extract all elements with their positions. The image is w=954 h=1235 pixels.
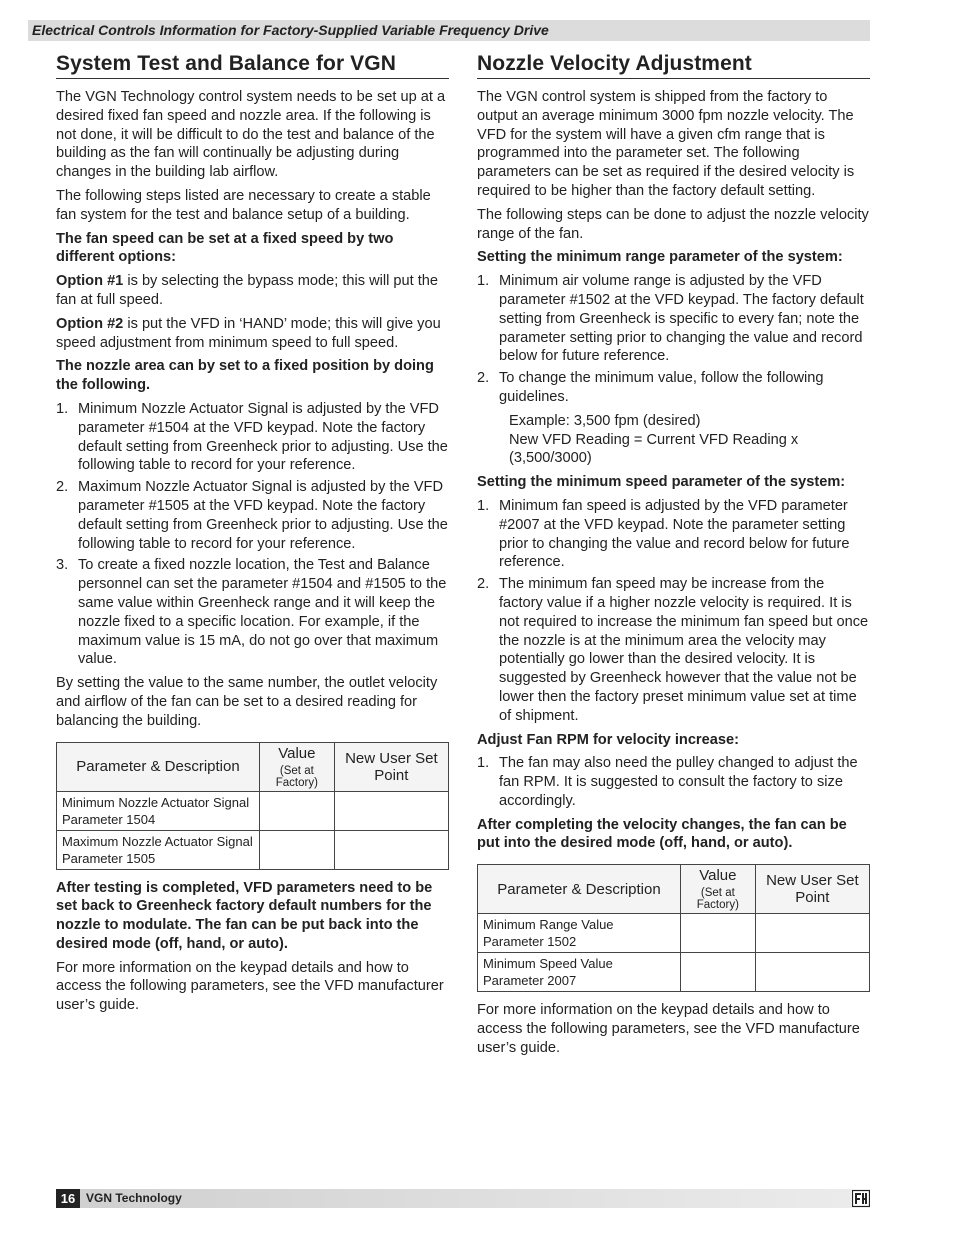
nozzle-steps-list	[56, 400, 449, 669]
velocity-parameter-table	[477, 864, 870, 992]
table-cell-description: Minimum Speed Value Parameter 2007	[478, 953, 681, 992]
list-item-text: The fan may also need the pulley changed to adjust the fan RPM. It is suggested to consult the factory to size accordingly.	[499, 755, 858, 809]
section-heading-test-balance: System Test and Balance for VGN	[56, 52, 449, 79]
subheading-fan-speed: The fan speed can be set at a fixed speed by two different options:	[56, 230, 394, 266]
list-item-number: 3.	[56, 557, 69, 574]
example-formula: New VFD Reading = Current VFD Reading x (3,500/3000)	[509, 431, 799, 467]
table-row	[478, 953, 870, 992]
table-cell-value[interactable]	[681, 953, 756, 992]
paragraph: By setting the value to the same number, the outlet velocity and airflow of the fan can be set to a desired reading for balancing the building.	[56, 675, 438, 729]
list-item-text: The minimum fan speed may be increase from the factory value if a higher nozzle velocity is required. It is not required to increase the minimum fan speed but once the nozzle is at the minimum area the velocity may potentially go lower than the desired velocity. It is suggested by Greenheck however that the value not be lower then the factory preset minimum value set at time of shipment.	[499, 576, 869, 724]
table-cell-setpoint[interactable]	[755, 914, 869, 953]
min-range-steps-list	[477, 272, 870, 407]
table-cell-value[interactable]	[681, 914, 756, 953]
table-cell-description: Minimum Nozzle Actuator Signal Parameter 1504	[57, 791, 260, 830]
value-header-label: Value	[699, 867, 737, 885]
list-item-number: 2.	[477, 370, 490, 387]
example-line: Example: 3,500 fpm (desired)	[509, 412, 701, 429]
table-cell-description: Minimum Range Value Parameter 1502	[478, 914, 681, 953]
list-item-number: 1.	[56, 400, 69, 417]
table-cell-setpoint[interactable]	[755, 953, 869, 992]
right-column	[477, 52, 870, 1063]
value-header-sub: (Set at Factory)	[275, 764, 318, 789]
left-column	[56, 52, 449, 1020]
option-1-paragraph	[56, 272, 449, 310]
subheading-min-speed: Setting the minimum speed parameter of the system:	[477, 474, 846, 491]
greenheck-logo-icon	[852, 1190, 870, 1207]
table-row	[57, 830, 449, 869]
example-block	[477, 412, 870, 468]
nozzle-parameter-table	[56, 742, 449, 870]
column-header-new-set-point: New User Set Point	[334, 742, 448, 791]
column-header-value	[260, 742, 335, 791]
page-footer	[56, 1189, 870, 1208]
list-item	[477, 575, 870, 725]
list-item	[477, 272, 870, 366]
subheading-fan-rpm: Adjust Fan RPM for velocity increase:	[477, 731, 739, 748]
table-cell-value[interactable]	[260, 791, 335, 830]
running-header	[28, 20, 870, 41]
list-item	[56, 556, 449, 669]
subheading-nozzle-area: The nozzle area can by set to a fixed position by doing the following.	[56, 358, 434, 394]
table-row	[478, 914, 870, 953]
footer-label: VGN Technology	[86, 1191, 182, 1205]
bold-note-after-testing: After testing is completed, VFD parameters need to be set back to Greenheck factory default numbers for the nozzle to modulate. The fan can be put back into the desired mode (off, hand, or auto).	[56, 879, 433, 952]
list-item	[56, 478, 449, 553]
min-speed-steps-list	[477, 497, 870, 726]
paragraph: The following steps listed are necessary to create a stable fan system for the test and balance setup of a building.	[56, 187, 431, 223]
table-row	[57, 791, 449, 830]
list-item-number: 2.	[477, 576, 490, 593]
list-item	[477, 754, 870, 810]
option-1-text: is by selecting the bypass mode; this will put the fan at full speed.	[56, 273, 439, 308]
list-item-number: 1.	[477, 497, 490, 514]
list-item-text: To create a fixed nozzle location, the Test and Balance personnel can set the parameter #1504 and #1505 to the same value within Greenheck range and it will keep the nozzle fixed to a specific location. For example, if the maximum value is 15 mA, do not go over that maximum value.	[78, 557, 447, 668]
list-item	[477, 369, 870, 407]
value-header-sub: (Set at Factory)	[696, 887, 739, 912]
list-item-number: 1.	[477, 273, 490, 290]
paragraph: For more information on the keypad details and how to access the following parameters, see the VFD manufacturer user’s guide.	[56, 959, 444, 1014]
table-cell-description: Maximum Nozzle Actuator Signal Parameter 1505	[57, 830, 260, 869]
list-item	[56, 400, 449, 475]
list-item-text: Minimum fan speed is adjusted by the VFD parameter #2007 at the VFD keypad. Note the parameter setting prior to changing the value and record below for future reference.	[499, 497, 850, 571]
value-header-label: Value	[278, 744, 316, 762]
column-header-new-set-point: New User Set Point	[755, 865, 869, 914]
table-header-row	[57, 742, 449, 791]
list-item-number: 1.	[477, 755, 490, 772]
list-item-text: Maximum Nozzle Actuator Signal is adjusted by the VFD parameter #1505 at the VFD keypad. Note the factory default setting from Greenheck prior to adjusting. Use the following table to record for your reference.	[78, 479, 448, 552]
paragraph: The following steps can be done to adjust the nozzle velocity range of the fan.	[477, 206, 869, 242]
paragraph: For more information on the keypad details and how to access the following parameters, see the VFD manufacture user’s guide.	[477, 1002, 860, 1056]
table-cell-setpoint[interactable]	[334, 791, 448, 830]
running-header-title: Electrical Controls Information for Factory-Supplied Variable Frequency Drive	[32, 22, 549, 38]
option-2-label: Option #2	[56, 315, 124, 332]
list-item-text: To change the minimum value, follow the following guidelines.	[499, 370, 824, 405]
option-1-label: Option #1	[56, 273, 124, 290]
list-item-text: Minimum Nozzle Actuator Signal is adjusted by the VFD parameter #1504 at the VFD keypad. Note the factory default setting from Greenheck prior to adjusting. Use the following table to record for your reference.	[78, 400, 448, 474]
column-header-value	[681, 865, 756, 914]
section-heading-nozzle-velocity: Nozzle Velocity Adjustment	[477, 52, 870, 79]
paragraph: The VGN control system is shipped from the factory to output an average minimum 3000 fpm nozzle velocity. The VFD for the system will have a given cfm range that is programmed into the parameter set. The following parameters can be set as required if the desired velocity is required to be higher than the factory default setting.	[477, 89, 855, 199]
fan-rpm-steps-list	[477, 754, 870, 810]
column-header-parameter: Parameter & Description	[57, 742, 260, 791]
option-2-paragraph	[56, 315, 449, 353]
table-header-row	[478, 865, 870, 914]
list-item-text: Minimum air volume range is adjusted by the VFD parameter #1502 at the VFD keypad. The factory default setting from Greenheck is specific to every fan; note the parameter setting prior to changing the value and record below for future reference.	[499, 273, 864, 365]
bold-note-after-velocity: After completing the velocity changes, the fan can be put into the desired mode (off, hand, or auto).	[477, 816, 847, 852]
column-header-parameter: Parameter & Description	[478, 865, 681, 914]
list-item-number: 2.	[56, 479, 69, 496]
table-cell-setpoint[interactable]	[334, 830, 448, 869]
option-2-text: is put the VFD in ‘HAND’ mode; this will give you speed adjustment from minimum speed to full speed.	[56, 315, 441, 351]
page-number: 16	[56, 1189, 80, 1208]
table-cell-value[interactable]	[260, 830, 335, 869]
paragraph: The VGN Technology control system needs to be set up at a desired fixed fan speed and nozzle area. If the following is not done, it will be difficult to do the test and balance of the building as the fan will continually be adjusting during changes in the building lab airflow.	[56, 89, 446, 181]
subheading-min-range: Setting the minimum range parameter of the system:	[477, 249, 843, 266]
list-item	[477, 497, 870, 572]
